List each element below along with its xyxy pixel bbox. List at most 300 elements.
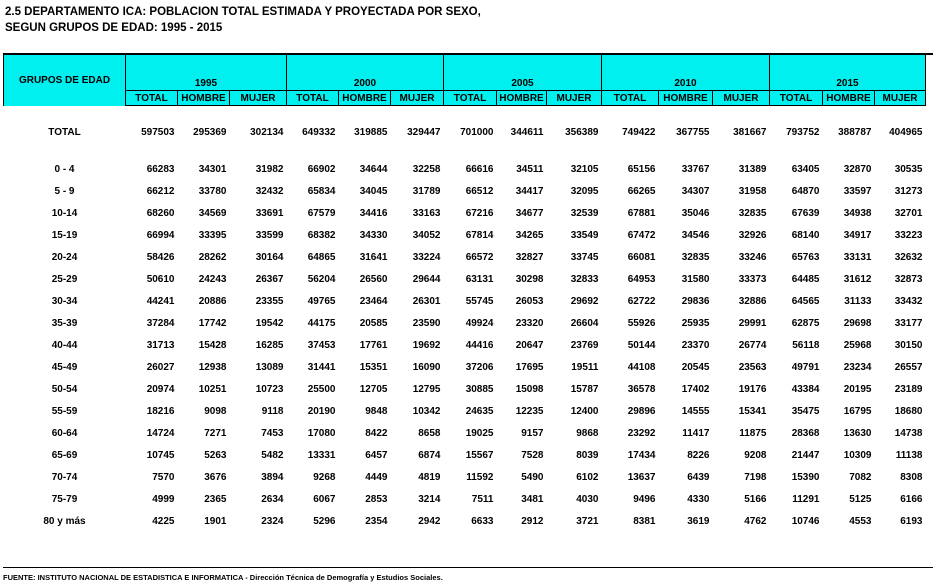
value-cell: 10723 — [255, 383, 284, 395]
value-cell: 34045 — [359, 185, 388, 197]
value-cell: 9157 — [521, 427, 544, 439]
value-cell: 6193 — [900, 515, 923, 527]
value-cell: 66616 — [465, 163, 494, 175]
value-cell: 31713 — [146, 339, 175, 351]
value-cell: 367755 — [676, 126, 710, 138]
value-cell: 9848 — [365, 405, 388, 417]
header-group-col: GRUPOS DE EDAD — [4, 55, 126, 106]
table-row — [4, 444, 926, 466]
value-cell: 62722 — [627, 295, 656, 307]
value-cell: 10745 — [146, 449, 175, 461]
value-cell: 15351 — [359, 361, 388, 373]
value-cell: 55926 — [627, 317, 656, 329]
table-body — [4, 106, 926, 533]
table-row — [4, 422, 926, 444]
value-cell: 37453 — [307, 339, 336, 351]
value-cell: 34307 — [681, 185, 710, 197]
value-cell: 12938 — [198, 361, 227, 373]
value-cell: 66512 — [465, 185, 494, 197]
value-cell: 10342 — [412, 405, 441, 417]
value-cell: 35046 — [681, 207, 710, 219]
value-cell: 34546 — [681, 229, 710, 241]
value-cell: 23320 — [515, 317, 544, 329]
value-cell: 66283 — [146, 163, 175, 175]
value-cell: 34052 — [412, 229, 441, 241]
subheader-total: TOTAL — [770, 91, 823, 106]
value-cell: 6439 — [687, 471, 710, 483]
value-cell: 20974 — [146, 383, 175, 395]
value-cell: 33395 — [198, 229, 227, 241]
table-row — [4, 466, 926, 488]
value-cell: 11592 — [466, 471, 494, 483]
value-cell: 11291 — [792, 493, 820, 505]
value-cell: 1901 — [204, 515, 227, 527]
value-cell: 19025 — [465, 427, 494, 439]
subheader-total: TOTAL — [444, 91, 497, 106]
value-cell: 32632 — [894, 251, 923, 263]
value-cell: 32833 — [570, 273, 599, 285]
value-cell: 68382 — [307, 229, 336, 241]
value-cell: 31580 — [681, 273, 710, 285]
age-group-label: 30-34 — [51, 295, 78, 307]
value-cell: 17761 — [359, 339, 388, 351]
age-group-label: 70-74 — [51, 471, 78, 483]
value-cell: 32870 — [843, 163, 872, 175]
value-cell: 26053 — [515, 295, 544, 307]
value-cell: 701000 — [460, 126, 494, 138]
value-cell: 32926 — [738, 229, 767, 241]
value-cell: 11417 — [682, 427, 710, 439]
value-cell: 6166 — [900, 493, 923, 505]
subheader-mujer: MUJER — [713, 91, 770, 106]
age-group-label: 5 - 9 — [54, 185, 75, 197]
value-cell: 10251 — [198, 383, 227, 395]
value-cell: 67639 — [791, 207, 820, 219]
table-row — [4, 224, 926, 246]
value-cell: 31958 — [738, 185, 767, 197]
value-cell: 9868 — [576, 427, 599, 439]
value-cell: 50144 — [627, 339, 656, 351]
value-cell: 31641 — [359, 251, 388, 263]
value-cell: 29896 — [627, 405, 656, 417]
value-cell: 4449 — [365, 471, 388, 483]
value-cell: 64485 — [791, 273, 820, 285]
value-cell: 26604 — [570, 317, 599, 329]
value-cell: 4762 — [744, 515, 767, 527]
value-cell: 63131 — [465, 273, 494, 285]
value-cell: 33373 — [738, 273, 767, 285]
value-cell: 32432 — [255, 185, 284, 197]
value-cell: 34301 — [198, 163, 227, 175]
table-row — [4, 312, 926, 334]
subheader-mujer: MUJER — [391, 91, 444, 106]
value-cell: 32258 — [412, 163, 441, 175]
value-cell: 64953 — [627, 273, 656, 285]
value-cell: 2324 — [261, 515, 284, 527]
value-cell: 8308 — [900, 471, 923, 483]
value-cell: 36578 — [627, 383, 656, 395]
table-row — [4, 510, 926, 532]
value-cell: 6457 — [365, 449, 388, 461]
value-cell: 29991 — [738, 317, 767, 329]
value-cell: 25935 — [681, 317, 710, 329]
value-cell: 31612 — [843, 273, 872, 285]
value-cell: 67814 — [465, 229, 494, 241]
value-cell: 31389 — [738, 163, 767, 175]
value-cell: 33131 — [843, 251, 872, 263]
age-group-label: 20-24 — [51, 251, 78, 263]
value-cell: 7453 — [261, 427, 284, 439]
value-cell: 62875 — [791, 317, 820, 329]
value-cell: 26367 — [255, 273, 284, 285]
value-cell: 56118 — [792, 339, 820, 351]
value-cell: 2942 — [418, 515, 441, 527]
value-cell: 34569 — [198, 207, 227, 219]
table-row — [4, 334, 926, 356]
value-cell: 26301 — [412, 295, 441, 307]
value-cell: 32095 — [570, 185, 599, 197]
value-cell: 55745 — [465, 295, 494, 307]
age-group-label: 0 - 4 — [54, 163, 75, 175]
value-cell: 49924 — [465, 317, 494, 329]
value-cell: 20647 — [515, 339, 544, 351]
value-cell: 33163 — [412, 207, 441, 219]
table-row — [4, 378, 926, 400]
value-cell: 33223 — [894, 229, 923, 241]
header-year: 2005 — [444, 55, 602, 91]
table-row — [4, 290, 926, 312]
value-cell: 67881 — [627, 207, 656, 219]
value-cell: 793752 — [786, 126, 820, 138]
value-cell: 4330 — [687, 493, 710, 505]
value-cell: 12705 — [359, 383, 388, 395]
value-cell: 749422 — [622, 126, 656, 138]
spacer-row — [4, 106, 926, 121]
table-row — [4, 400, 926, 422]
value-cell: 23590 — [412, 317, 441, 329]
value-cell: 4030 — [576, 493, 599, 505]
value-cell: 9208 — [744, 449, 767, 461]
value-cell: 18680 — [894, 405, 923, 417]
value-cell: 35475 — [791, 405, 820, 417]
value-cell: 23355 — [255, 295, 284, 307]
value-cell: 12795 — [412, 383, 441, 395]
value-cell: 14738 — [894, 427, 923, 439]
value-cell: 20545 — [681, 361, 710, 373]
value-cell: 9118 — [261, 405, 284, 417]
value-cell: 25968 — [843, 339, 872, 351]
value-cell: 34917 — [843, 229, 872, 241]
value-cell: 15428 — [198, 339, 227, 351]
value-cell: 33599 — [255, 229, 284, 241]
age-group-label: 25-29 — [51, 273, 78, 285]
value-cell: 2634 — [261, 493, 284, 505]
value-cell: 8422 — [365, 427, 388, 439]
source-footnote: FUENTE: INSTITUTO NACIONAL DE ESTADISTICA E INFORMATICA - Dirección Técnica de Demografía y Estudios Sociales. — [3, 573, 443, 582]
value-cell: 13630 — [843, 427, 872, 439]
subheader-mujer: MUJER — [547, 91, 602, 106]
value-cell: 33767 — [681, 163, 710, 175]
value-cell: 34644 — [359, 163, 388, 175]
header-year: 2015 — [770, 55, 926, 91]
value-cell: 34511 — [516, 163, 544, 175]
value-cell: 19542 — [255, 317, 284, 329]
value-cell: 23234 — [843, 361, 872, 373]
value-cell: 21447 — [791, 449, 820, 461]
value-cell: 5125 — [849, 493, 872, 505]
value-cell: 4225 — [152, 515, 175, 527]
table-row — [4, 180, 926, 202]
value-cell: 17434 — [627, 449, 656, 461]
value-cell: 329447 — [407, 126, 441, 138]
value-cell: 64870 — [791, 185, 820, 197]
age-group-label: 35-39 — [51, 317, 78, 329]
age-group-label: 55-59 — [51, 405, 78, 417]
value-cell: 30164 — [255, 251, 284, 263]
value-cell: 15787 — [570, 383, 599, 395]
value-cell: 23189 — [894, 383, 923, 395]
value-cell: 10746 — [791, 515, 820, 527]
value-cell: 32701 — [894, 207, 923, 219]
value-cell: 31133 — [844, 295, 872, 307]
value-cell: 43384 — [791, 383, 820, 395]
value-cell: 17402 — [681, 383, 710, 395]
value-cell: 15567 — [465, 449, 494, 461]
value-cell: 17080 — [307, 427, 336, 439]
value-cell: 13089 — [255, 361, 284, 373]
value-cell: 26560 — [359, 273, 388, 285]
value-cell: 388787 — [838, 126, 872, 138]
value-cell: 3676 — [204, 471, 227, 483]
value-cell: 16090 — [412, 361, 441, 373]
value-cell: 10309 — [843, 449, 872, 461]
value-cell: 319885 — [354, 126, 388, 138]
population-table — [3, 55, 926, 532]
value-cell: 68260 — [146, 207, 175, 219]
value-cell: 7271 — [204, 427, 227, 439]
value-cell: 67472 — [627, 229, 656, 241]
value-cell: 65763 — [791, 251, 820, 263]
value-cell: 28262 — [198, 251, 227, 263]
value-cell: 34265 — [515, 229, 544, 241]
table-header — [4, 55, 926, 106]
value-cell: 29836 — [681, 295, 710, 307]
value-cell: 20585 — [359, 317, 388, 329]
value-cell: 33780 — [198, 185, 227, 197]
value-cell: 67579 — [307, 207, 336, 219]
value-cell: 49765 — [307, 295, 336, 307]
value-cell: 33432 — [894, 295, 923, 307]
value-cell: 68140 — [791, 229, 820, 241]
table-subtitle: SEGUN GRUPOS DE EDAD: 1995 - 2015 — [5, 22, 223, 34]
age-group-label: 75-79 — [51, 493, 78, 505]
subheader-hombre: HOMBRE — [823, 91, 875, 106]
value-cell: 24635 — [465, 405, 494, 417]
header-year: 2010 — [602, 55, 770, 91]
value-cell: 44241 — [146, 295, 175, 307]
value-cell: 50610 — [146, 273, 175, 285]
value-cell: 9496 — [633, 493, 656, 505]
value-cell: 16795 — [843, 405, 872, 417]
value-cell: 30535 — [894, 163, 923, 175]
value-cell: 356389 — [565, 126, 599, 138]
value-cell: 4819 — [418, 471, 441, 483]
value-cell: 32105 — [570, 163, 599, 175]
subheader-hombre: HOMBRE — [339, 91, 391, 106]
value-cell: 34416 — [359, 207, 388, 219]
value-cell: 32886 — [738, 295, 767, 307]
value-cell: 33549 — [570, 229, 599, 241]
value-cell: 8381 — [633, 515, 656, 527]
age-group-label: 60-64 — [51, 427, 78, 439]
value-cell: 64865 — [307, 251, 336, 263]
value-cell: 7570 — [152, 471, 175, 483]
table-row — [4, 202, 926, 224]
value-cell: 34938 — [843, 207, 872, 219]
value-cell: 29692 — [570, 295, 599, 307]
value-cell: 31789 — [412, 185, 441, 197]
value-cell: 66212 — [146, 185, 175, 197]
age-group-label: 50-54 — [51, 383, 78, 395]
subheader-total: TOTAL — [602, 91, 659, 106]
subheader-hombre: HOMBRE — [659, 91, 713, 106]
table-row — [4, 268, 926, 290]
value-cell: 67216 — [465, 207, 494, 219]
value-cell: 29698 — [843, 317, 872, 329]
value-cell: 63405 — [791, 163, 820, 175]
value-cell: 25500 — [307, 383, 336, 395]
value-cell: 32873 — [894, 273, 923, 285]
value-cell: 44416 — [465, 339, 494, 351]
value-cell: 26027 — [146, 361, 175, 373]
value-cell: 8658 — [418, 427, 441, 439]
value-cell: 6067 — [313, 493, 336, 505]
value-cell: 344611 — [510, 126, 544, 138]
value-cell: 66265 — [627, 185, 656, 197]
value-cell: 597503 — [141, 126, 175, 138]
value-cell: 31441 — [307, 361, 336, 373]
value-cell: 32835 — [681, 251, 710, 263]
value-cell: 44108 — [627, 361, 656, 373]
value-cell: 37284 — [146, 317, 175, 329]
age-group-label: 65-69 — [51, 449, 78, 461]
value-cell: 23464 — [359, 295, 388, 307]
subheader-total: TOTAL — [287, 91, 339, 106]
value-cell: 15390 — [791, 471, 820, 483]
value-cell: 3894 — [261, 471, 284, 483]
value-cell: 29644 — [412, 273, 441, 285]
value-cell: 14724 — [146, 427, 175, 439]
value-cell: 17742 — [198, 317, 227, 329]
value-cell: 12235 — [515, 405, 544, 417]
value-cell: 56204 — [307, 273, 336, 285]
value-cell: 17695 — [515, 361, 544, 373]
value-cell: 20886 — [198, 295, 227, 307]
value-cell: 66994 — [146, 229, 175, 241]
value-cell: 3214 — [418, 493, 441, 505]
value-cell: 11875 — [739, 427, 767, 439]
value-cell: 23563 — [738, 361, 767, 373]
value-cell: 66081 — [627, 251, 656, 263]
value-cell: 32539 — [570, 207, 599, 219]
value-cell: 6874 — [418, 449, 441, 461]
header-year: 1995 — [126, 55, 287, 91]
value-cell: 16285 — [255, 339, 284, 351]
value-cell: 4999 — [152, 493, 175, 505]
value-cell: 31982 — [255, 163, 284, 175]
value-cell: 30298 — [515, 273, 544, 285]
value-cell: 58426 — [146, 251, 175, 263]
value-cell: 15341 — [738, 405, 767, 417]
value-cell: 31273 — [894, 185, 923, 197]
value-cell: 5296 — [313, 515, 336, 527]
value-cell: 23370 — [681, 339, 710, 351]
value-cell: 2912 — [521, 515, 544, 527]
value-cell: 49791 — [791, 361, 820, 373]
value-cell: 32835 — [738, 207, 767, 219]
value-cell: 18216 — [146, 405, 175, 417]
value-cell: 30150 — [894, 339, 923, 351]
value-cell: 7198 — [744, 471, 767, 483]
value-cell: 8226 — [687, 449, 710, 461]
subheader-mujer: MUJER — [875, 91, 926, 106]
value-cell: 28368 — [791, 427, 820, 439]
table-row — [4, 356, 926, 378]
value-cell: 2853 — [365, 493, 388, 505]
value-cell: 5482 — [261, 449, 284, 461]
value-cell: 34677 — [515, 207, 544, 219]
value-cell: 5263 — [204, 449, 227, 461]
subheader-total: TOTAL — [126, 91, 178, 106]
subheader-hombre: HOMBRE — [497, 91, 547, 106]
value-cell: 32827 — [515, 251, 544, 263]
value-cell: 12400 — [570, 405, 599, 417]
value-cell: 20195 — [843, 383, 872, 395]
value-cell: 23292 — [627, 427, 656, 439]
value-cell: 7082 — [849, 471, 872, 483]
value-cell: 381667 — [733, 126, 767, 138]
total-row — [4, 120, 926, 144]
header-year: 2000 — [287, 55, 444, 91]
value-cell: 33691 — [255, 207, 284, 219]
value-cell: 23769 — [570, 339, 599, 351]
value-cell: 19692 — [412, 339, 441, 351]
value-cell: 34330 — [359, 229, 388, 241]
value-cell: 3721 — [576, 515, 599, 527]
spacer-row — [4, 144, 926, 158]
value-cell: 7528 — [521, 449, 544, 461]
value-cell: 26557 — [894, 361, 923, 373]
value-cell: 14555 — [681, 405, 710, 417]
value-cell: 33177 — [894, 317, 923, 329]
value-cell: 33597 — [843, 185, 872, 197]
subheader-hombre: HOMBRE — [178, 91, 230, 106]
value-cell: 19176 — [738, 383, 767, 395]
age-group-label: TOTAL — [48, 126, 81, 138]
value-cell: 9268 — [313, 471, 336, 483]
value-cell: 3619 — [687, 515, 710, 527]
value-cell: 30885 — [465, 383, 494, 395]
value-cell: 33246 — [738, 251, 767, 263]
value-cell: 11138 — [895, 449, 923, 461]
value-cell: 7511 — [471, 493, 494, 505]
value-cell: 2365 — [204, 493, 227, 505]
value-cell: 64565 — [791, 295, 820, 307]
bottom-rule — [3, 567, 933, 568]
age-group-label: 40-44 — [51, 339, 78, 351]
value-cell: 24243 — [198, 273, 227, 285]
value-cell: 13637 — [627, 471, 656, 483]
